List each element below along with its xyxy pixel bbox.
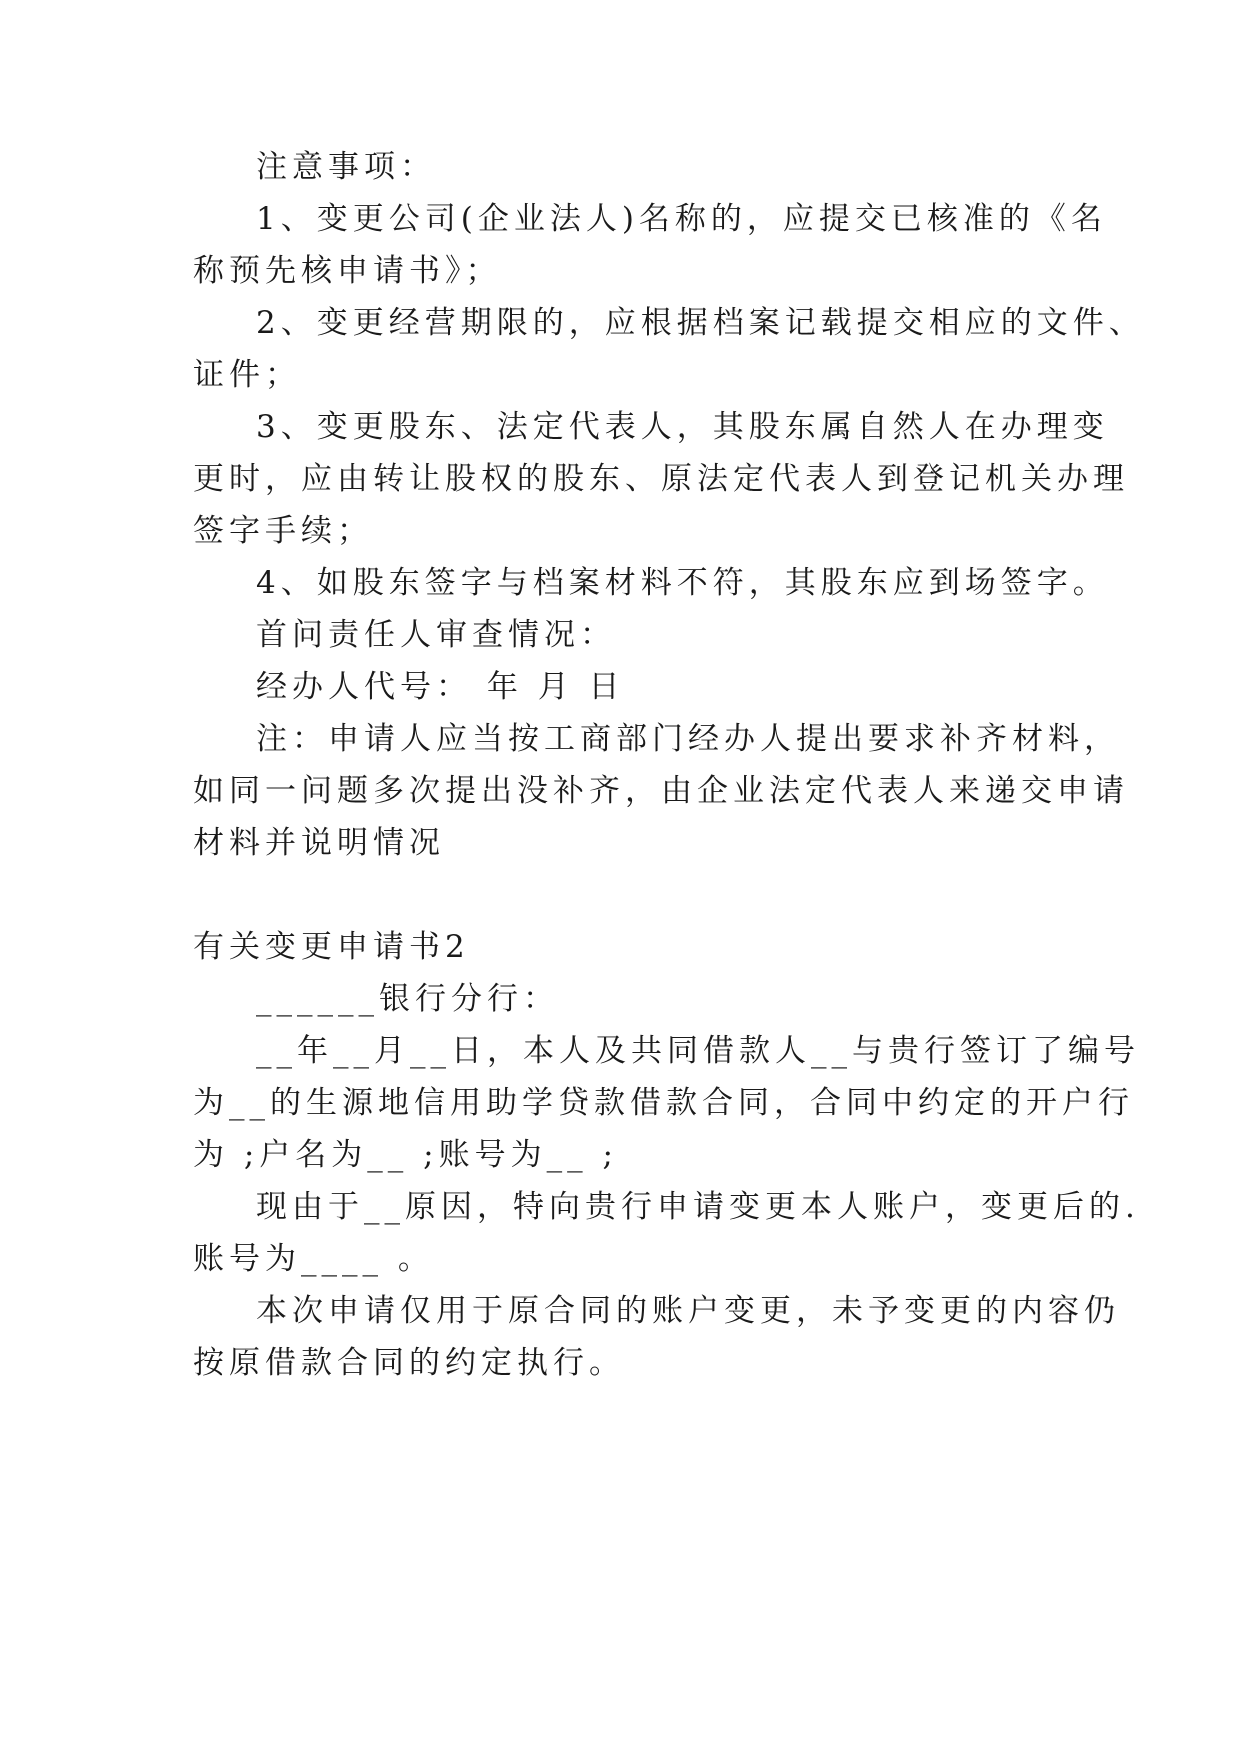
para-1-line-2: 为__的生源地信用助学贷款借款合同，合同中约定的开户行 (193, 1085, 1134, 1121)
note-line-1: 注：申请人应当按工商部门经办人提出要求补齐材料， (256, 721, 1120, 757)
notice-item-2-line-2: 证件； (193, 357, 301, 393)
para-3-line-1: 本次申请仅用于原合同的账户变更，未予变更的内容仍 (256, 1293, 1120, 1329)
para-2-line-2: 账号为____ 。 (193, 1241, 434, 1277)
notice-item-1-line-2: 称预先核申请书》； (193, 253, 502, 289)
para-1-line-3: 为 ;户名为__ ;账号为__ ; (193, 1137, 618, 1173)
section-2-title: 有关变更申请书2 (193, 929, 470, 965)
handler-date-line: 经办人代号： 年 月 日 (256, 669, 625, 705)
notice-item-3-line-1: 3、变更股东、法定代表人，其股东属自然人在办理变 (256, 409, 1109, 445)
para-1-line-1: __年__月__日，本人及共同借款人__与贵行签订了编号 (256, 1033, 1140, 1069)
notice-item-1-line-1: 1、变更公司(企业法人)名称的，应提交已核准的《名 (256, 201, 1107, 237)
para-3-line-2: 按原借款合同的约定执行。 (193, 1345, 625, 1381)
note-line-3: 材料并说明情况 (193, 825, 445, 861)
bank-branch-line: ______银行分行： (256, 981, 559, 1017)
notice-item-3-line-3: 签字手续； (193, 513, 373, 549)
notice-item-3-line-2: 更时，应由转让股权的股东、原法定代表人到登记机关办理 (193, 461, 1129, 497)
para-2-line-1: 现由于__原因，特向贵行申请变更本人账户，变更后的. (256, 1189, 1140, 1225)
review-label: 首问责任人审查情况： (256, 617, 616, 653)
notice-item-4-line-1: 4、如股东签字与档案材料不符，其股东应到场签字。 (256, 565, 1109, 601)
notice-item-2-line-1: 2、变更经营期限的，应根据档案记载提交相应的文件、 (256, 305, 1145, 341)
note-line-2: 如同一问题多次提出没补齐，由企业法定代表人来递交申请 (193, 773, 1129, 809)
notice-heading: 注意事项： (256, 149, 436, 185)
